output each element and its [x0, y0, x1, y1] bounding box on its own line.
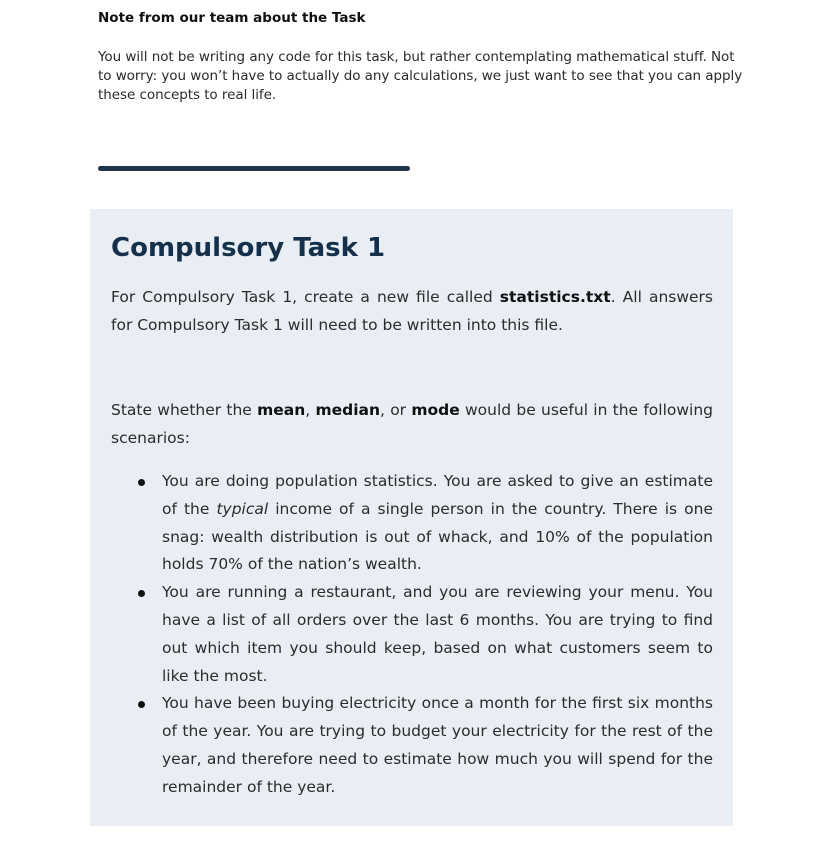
scenario-3-text: You have been buying electricity once a month for the first six months of the year. You are trying to budget your electricity for the rest of the year, and therefore need to estimate how much you will spend for the remainder of the year.	[162, 694, 713, 796]
scenario-2-text: You are running a restaurant, and you are reviewing your menu. You have a list of all orders over the last 6 months. You are trying to find out which item you should keep, based on what customers seem to like the most.	[162, 583, 713, 685]
intro-text-before: For Compulsory Task 1, create a new file called	[111, 288, 500, 306]
scenario-1-after: income of a single person in the country. There is one snag: wealth distribution is out of whack, and 10% of the population holds 70% of the nation’s wealth.	[162, 499, 713, 574]
scenario-1-before: You are doing population statistics. You are asked to give an estimate of the	[162, 472, 713, 518]
question-sep-1: ,	[305, 401, 316, 419]
bullet-icon	[138, 479, 145, 486]
term-median: median	[315, 401, 381, 419]
task-intro	[111, 284, 713, 339]
question-text-after: would be useful in the following scenarios:	[111, 401, 714, 447]
task-question	[111, 397, 713, 452]
question-text-before: State whether the	[111, 401, 258, 419]
bullet-icon	[138, 701, 145, 708]
scenario-item-electricity	[162, 690, 713, 801]
note-body: You will not be writing any code for this task, but rather contemplating mathematical stuff. Not to worry: you won’t have to actually do any calculations, we just want to see that you can apply these concepts to real life.	[98, 49, 743, 103]
bullet-icon	[138, 590, 145, 597]
scenario-1-emphasis: typical	[216, 499, 269, 518]
scenario-list	[162, 468, 713, 802]
compulsory-task-box	[90, 209, 733, 826]
note-title: Note from our team about the Task	[98, 10, 366, 26]
term-mode: mode	[411, 401, 460, 419]
term-mean: mean	[257, 401, 306, 419]
scenario-item-restaurant	[162, 579, 713, 690]
filename: statistics.txt	[499, 288, 611, 306]
scenario-item-population	[162, 468, 713, 579]
intro-text-after: . All answers for Compulsory Task 1 will need to be written into this file.	[111, 288, 713, 334]
question-sep-2: , or	[380, 401, 412, 419]
task-note	[98, 9, 748, 105]
section-divider	[98, 166, 410, 171]
task-heading: Compulsory Task 1	[111, 233, 386, 263]
